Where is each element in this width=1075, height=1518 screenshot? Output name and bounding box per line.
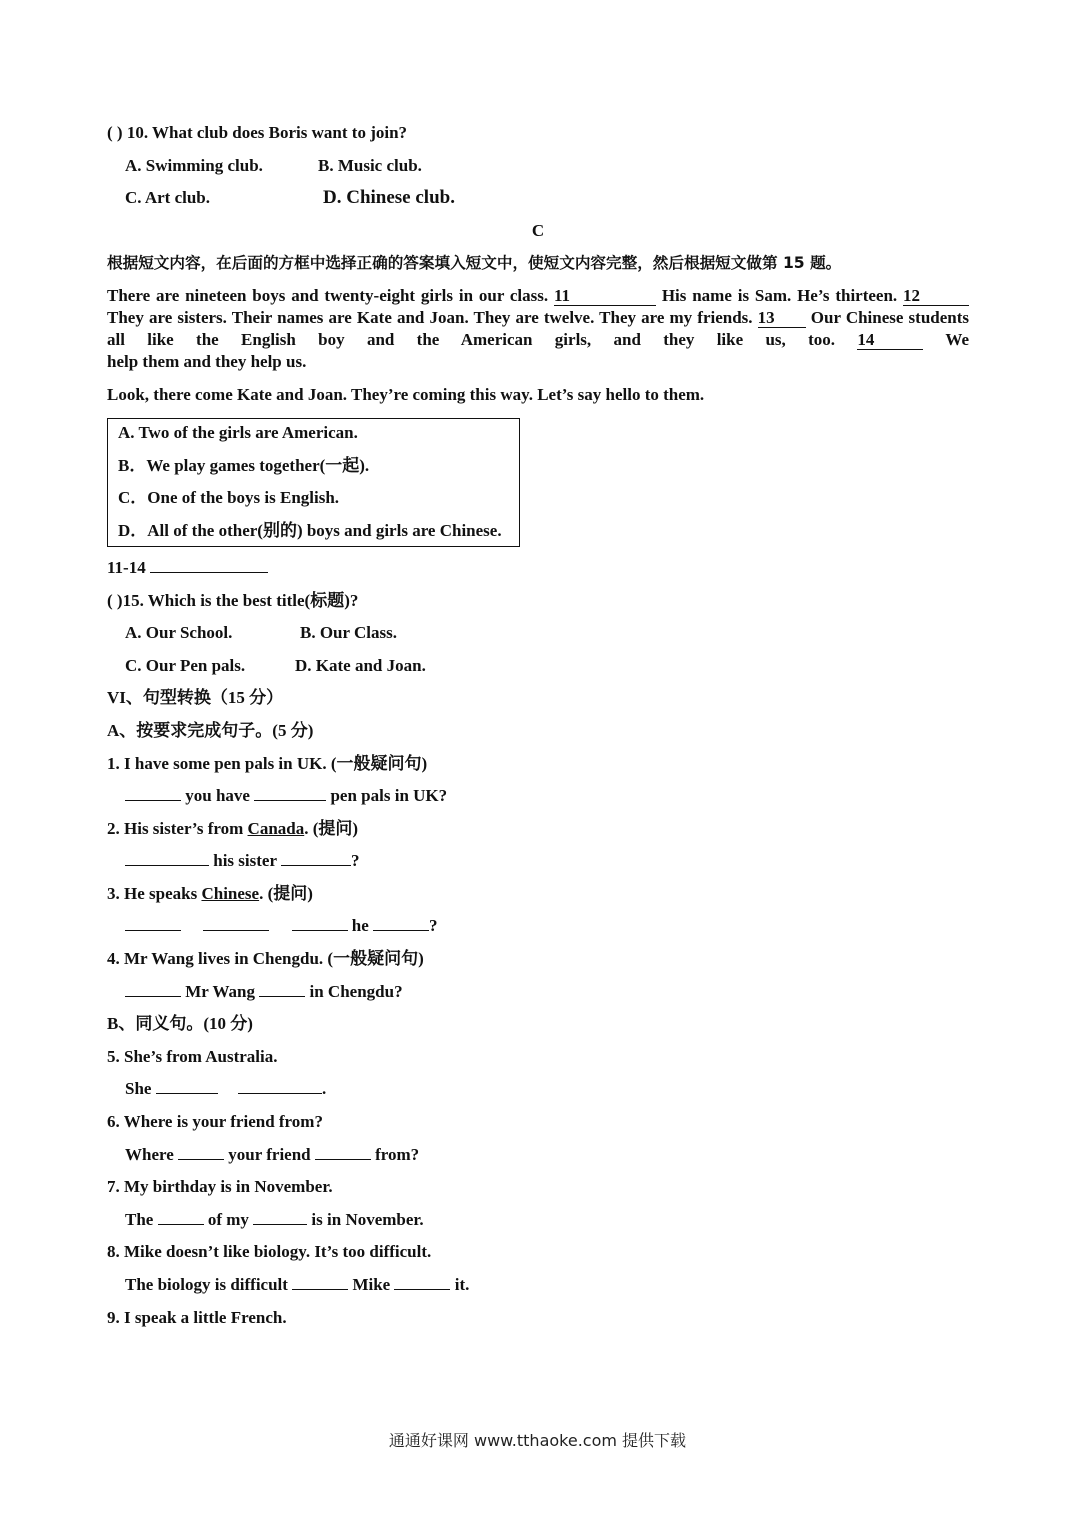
question-1-answer (107, 785, 969, 818)
blank-13: 13 (758, 309, 806, 328)
blank[interactable] (158, 1209, 204, 1225)
answer-text: Mike (352, 1275, 391, 1294)
question-8: 8. Mike doesn’t like biology. It’s too difficult. (107, 1242, 432, 1262)
footer-credit: 通通好课网 www.tthaoke.com 提供下载 (388, 1431, 687, 1450)
option-b: B. Our Class. (300, 623, 397, 643)
blank[interactable] (281, 850, 351, 866)
answer-text: your friend (228, 1144, 311, 1164)
question-10-options-ab (107, 155, 969, 188)
question-text: 2. His sister’s from (107, 818, 248, 838)
passage-text: Our Chinese students all like the English boy and the American girls, and they like us, too. (107, 307, 970, 349)
answer-text: ? (350, 851, 360, 871)
question-6: 6. Where is your friend from? (107, 1112, 323, 1132)
option-c: C. Art club. (125, 188, 210, 208)
question-15-options-ab (107, 622, 969, 655)
underlined-word: Chinese (201, 883, 260, 903)
question-1: 1. I have some pen pals in UK. (一般疑问句) (107, 753, 428, 773)
blank[interactable] (125, 850, 209, 866)
passage-text: There are nineteen boys and twenty-eight girls in our class. (107, 285, 549, 305)
answer-options-box (107, 418, 520, 547)
blank[interactable] (125, 915, 181, 931)
passage-text: His name is Sam. He’s thirteen. (661, 285, 898, 305)
option-d: D. Chinese club. (323, 187, 455, 209)
section-vi-title: VI、句型转换（15 分） (107, 688, 284, 708)
option-d: D. Kate and Joan. (295, 655, 426, 675)
question-10-stem: ( ) 10. What club does Boris want to join? (107, 123, 408, 142)
answer-text: Where (125, 1144, 174, 1164)
blank[interactable] (125, 981, 181, 997)
underlined-word: Canada (247, 818, 305, 838)
blank[interactable] (253, 1209, 307, 1225)
question-text: . (提问) (304, 818, 359, 838)
question-4-answer (107, 981, 969, 1014)
question-5: 5. She’s from Australia. (107, 1046, 278, 1066)
question-15-stem: ( )15. Which is the best title(标题)? (107, 590, 359, 610)
blank-12: 12 (903, 287, 969, 306)
section-c-heading: C (531, 220, 545, 240)
blank[interactable] (203, 915, 269, 931)
option-b: B. Music club. (318, 155, 422, 175)
blank[interactable] (238, 1078, 322, 1094)
blank[interactable] (373, 915, 429, 931)
question-text: . (提问) (259, 883, 313, 903)
blank[interactable] (156, 1078, 218, 1094)
option-a: A. Our School. (125, 623, 233, 643)
answer-text: it. (454, 1275, 470, 1294)
blank[interactable] (259, 981, 305, 997)
section-c-instruction: 根据短文内容，在后面的方框中选择正确的答案填入短文中，使短文内容完整，然后根据短文做第 15 题。 (107, 254, 842, 273)
passage-text: They are sisters. Their names are Kate and Joan. They are twelve. They are my friends. (107, 307, 753, 327)
question-7: 7. My birthday is in November. (107, 1177, 333, 1197)
answer-text: in Chengdu? (309, 981, 403, 1001)
answer-text: The biology is difficult (125, 1275, 288, 1294)
question-2-answer (107, 850, 969, 883)
passage-paragraph (107, 285, 969, 351)
worksheet-page (107, 122, 969, 1339)
question-15-options-cd (107, 655, 969, 688)
question-4: 4. Mr Wang lives in Chengdu. (一般疑问句) (107, 949, 424, 969)
question-7-answer (107, 1209, 969, 1242)
blank[interactable] (254, 785, 326, 801)
blank-11: 11 (554, 287, 656, 306)
question-8-answer (107, 1274, 969, 1307)
passage-text-line: Look, there come Kate and Joan. They’re coming this way. Let’s say hello to them. (107, 384, 705, 404)
option-c: C. Our Pen pals. (125, 655, 246, 675)
question-text: 3. He speaks (107, 883, 202, 903)
answer-text: The (125, 1209, 154, 1229)
question-3 (107, 883, 969, 916)
answer-label: 11-14 (107, 557, 146, 577)
answer-blank[interactable] (150, 557, 268, 573)
answer-text: you have (185, 786, 250, 806)
option-a: A. Swimming club. (125, 155, 263, 175)
answer-text: . (321, 1079, 327, 1099)
question-5-answer (107, 1078, 969, 1111)
question-10-options-cd (107, 187, 969, 220)
question-3-answer (107, 915, 969, 948)
answer-text: his sister (213, 851, 277, 871)
blank[interactable] (315, 1144, 371, 1160)
question-6-answer (107, 1144, 969, 1177)
answer-text: She (125, 1079, 152, 1099)
passage-text-line: help them and they help us. (107, 351, 307, 371)
box-option-d: D．All of the other(别的) boys and girls are Chinese. (118, 520, 502, 540)
question-2 (107, 818, 969, 851)
question-9: 9. I speak a little French. (107, 1307, 287, 1327)
passage-text: We (945, 329, 970, 349)
answer-line-11-14 (107, 557, 969, 590)
blank[interactable] (125, 785, 181, 801)
answer-text: from? (375, 1144, 420, 1164)
answer-text: is in November. (311, 1209, 424, 1229)
box-option-c: C．One of the boys is English. (118, 488, 340, 508)
box-option-b: B．We play games together(一起). (118, 455, 370, 475)
part-b-title: B、同义句。(10 分) (107, 1014, 253, 1034)
blank[interactable] (394, 1274, 450, 1290)
answer-text: Mr Wang (185, 981, 255, 1001)
blank[interactable] (292, 915, 348, 931)
part-a-title: A、按要求完成句子。(5 分) (107, 720, 314, 740)
blank[interactable] (178, 1144, 224, 1160)
blank-14: 14 (857, 331, 923, 350)
answer-text: he (351, 916, 369, 936)
answer-text: ? (429, 916, 438, 936)
answer-text: pen pals in UK? (330, 786, 448, 806)
blank[interactable] (292, 1274, 348, 1290)
answer-text: of my (207, 1209, 249, 1229)
box-option-a: A. Two of the girls are American. (118, 423, 358, 443)
